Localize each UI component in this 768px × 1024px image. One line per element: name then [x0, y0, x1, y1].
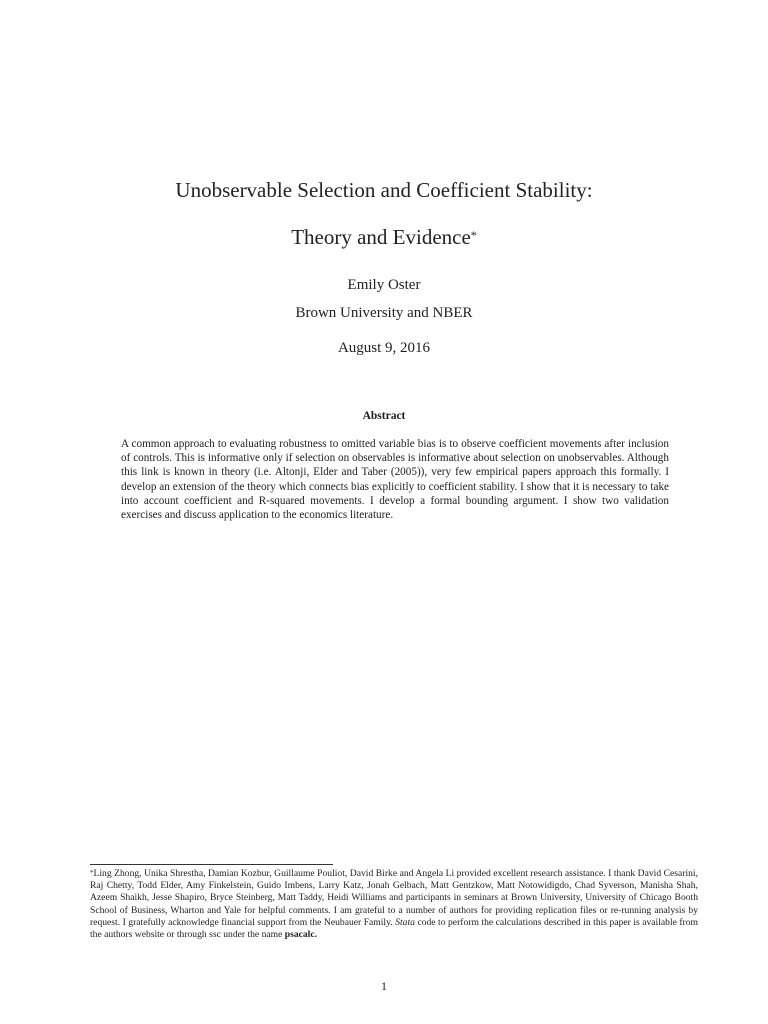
author-name: Emily Oster	[347, 277, 421, 293]
footnote-mark: *	[90, 869, 94, 877]
abstract-heading: Abstract	[362, 410, 406, 422]
paper-title-line-2	[0, 224, 768, 250]
title-footnote-mark: *	[470, 228, 477, 242]
author-affiliation: Brown University and NBER	[295, 305, 473, 321]
footnote-text-part-2: code to perform the calculations described in this paper is available from the authors website or through ssc under the name	[90, 916, 699, 941]
footnote-software-name: Stata	[395, 916, 415, 928]
footnote	[90, 868, 698, 941]
paper-title-line-2-text: Theory and Evidence	[291, 225, 471, 249]
footnote-divider	[90, 864, 333, 865]
abstract-text: A common approach to evaluating robustness to omitted variable bias is to observe coefficient movements after inclusion of controls. This is informative only if selection on observables is informative about selection on unobservables. Although this link is known in theory (i.e. Altonji, Elder and Taber (2005)), very few empirical papers approach this formally. I develop an extension of the theory which connects bias explicitly to coefficient stability. I show that it is necessary to take into account coefficient and R-squared movements. I develop a formal bounding argument. I show two validation exercises and discuss application to the economics literature.	[121, 438, 669, 522]
footnote-text-part-1: Ling Zhong, Unika Shrestha, Damian Kozbur, Guillaume Pouliot, David Birke and Angela Li provided excellent research assistance. I thank David Cesarini, Raj Chetty, Todd Elder, Amy Finkelstein, Guido Imbens, Larry Katz, Jonah Gelbach, Matt Gentzkow, Matt Notowidigdo, Chad Syverson, Manisha Shah, Azeem Shaikh, Jesse Shapiro, Bryce Steinberg, Matt Taddy, Heidi Williams and participants in seminars at Brown University, University of Chicago Booth School of Business, Wharton and Yale for helpful comments. I am grateful to a number of authors for providing replication files or re-running analysis by request. I gratefully acknowledge financial support from the Neubauer Family.	[90, 868, 698, 928]
paper-title-line-1: Unobservable Selection and Coefficient Stability:	[175, 178, 593, 202]
footnote-command-name: psacalc.	[284, 929, 318, 941]
page-number: 1	[381, 979, 387, 993]
paper-date: August 9, 2016	[337, 340, 431, 356]
